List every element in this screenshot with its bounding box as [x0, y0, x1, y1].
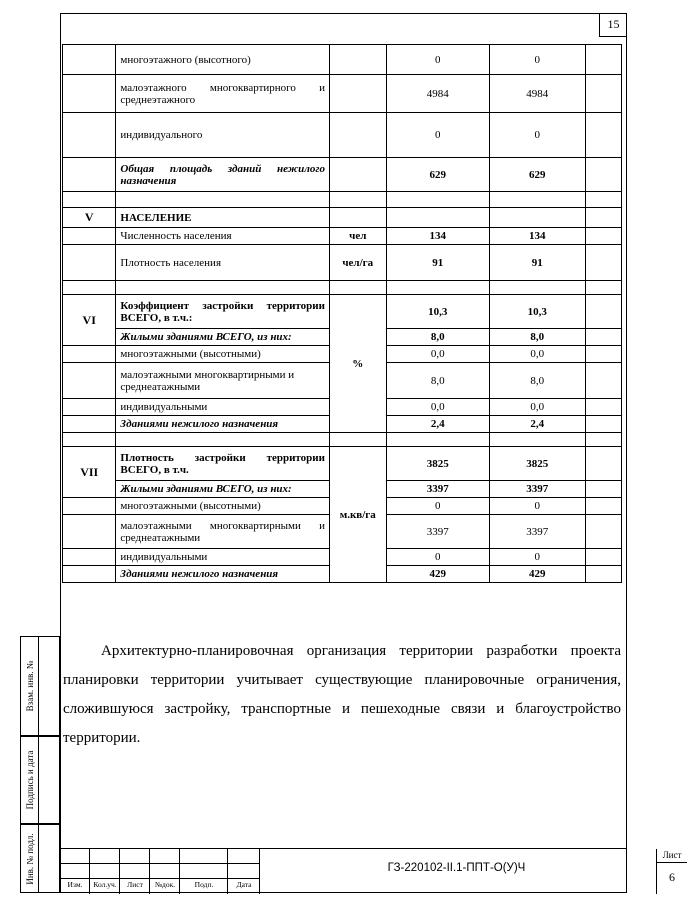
- spacer-row: [63, 281, 622, 295]
- row-value-2: 0,0: [489, 346, 585, 363]
- row-value-2: 629: [489, 158, 585, 192]
- document-code: ГЗ-220102-II.1-ППТ-О(У)Ч: [387, 862, 526, 874]
- row-label: Плотность населения: [116, 245, 330, 281]
- section-row: [63, 208, 622, 228]
- row-label: Зданиями нежилого назначения: [116, 566, 330, 583]
- side-label-inv: Инв. № подл.: [24, 832, 35, 885]
- row-label: многоэтажными (высотными): [116, 346, 330, 363]
- row-number: [63, 498, 116, 515]
- row-number: [63, 113, 116, 158]
- row-value-2: 8,0: [489, 329, 585, 346]
- row-number: [63, 416, 116, 433]
- stamp-col-kol: Кол.уч.: [93, 880, 117, 889]
- table-row: [63, 228, 622, 245]
- row-value-2: 0: [489, 498, 585, 515]
- row-empty: [585, 481, 621, 498]
- row-value-2: 91: [489, 245, 585, 281]
- sheet-box: [656, 849, 687, 894]
- table-row: [63, 113, 622, 158]
- row-unit: [329, 113, 386, 158]
- row-empty: [585, 113, 621, 158]
- row-value-1: 4984: [386, 75, 489, 113]
- row-label: малоэтажного многоквартирного и среднеэтажного: [116, 75, 330, 113]
- row-value-1: 0: [386, 549, 489, 566]
- row-empty: [585, 515, 621, 549]
- row-value-2: 134: [489, 228, 585, 245]
- row-value-1: 429: [386, 566, 489, 583]
- row-unit: чел: [329, 228, 386, 245]
- row-value-2: 2,4: [489, 416, 585, 433]
- row-value-1: 629: [386, 158, 489, 192]
- row-value-1: 91: [386, 245, 489, 281]
- section-row: [63, 295, 622, 329]
- stamp-col-podp: Подп.: [194, 880, 214, 889]
- row-number: [63, 363, 116, 399]
- row-value-1: 0: [386, 45, 489, 75]
- top-page-number: 15: [599, 13, 627, 37]
- spacer-row: [63, 192, 622, 208]
- side-label-vzam: Взам. инв. №: [24, 660, 35, 712]
- row-number: [63, 399, 116, 416]
- row-number: [63, 346, 116, 363]
- row-unit: [329, 45, 386, 75]
- stamp-col-data: Дата: [236, 880, 252, 889]
- row-number: [63, 549, 116, 566]
- row-label: Зданиями нежилого назначения: [116, 416, 330, 433]
- row-value-2: 0: [489, 549, 585, 566]
- stamp-col-list: Лист: [127, 880, 143, 889]
- body-paragraph: Архитектурно-планировочная организация территории разработки проекта планировки территории учитывает существующие планировочные ограничения, сложившуюся застройку, транспортные и пешеходные связи и благоустройство территории.: [63, 643, 621, 746]
- row-value-1: 2,4: [386, 416, 489, 433]
- row-label: многоэтажного (высотного): [116, 45, 330, 75]
- row-label: индивидуального: [116, 113, 330, 158]
- row-label: Общая площадь зданий нежилого назначения: [116, 158, 330, 192]
- row-empty: [585, 363, 621, 399]
- row-value-2: 4984: [489, 75, 585, 113]
- row-value-2: 3397: [489, 481, 585, 498]
- indicators-table: [62, 44, 622, 583]
- row-value-1: 134: [386, 228, 489, 245]
- section-unit: %: [329, 295, 386, 433]
- row-value-1: 3825: [386, 447, 489, 481]
- row-value-1: 8,0: [386, 329, 489, 346]
- row-label: многоэтажными (высотными): [116, 498, 330, 515]
- section-number: VI: [63, 295, 116, 346]
- section-title: Коэффициент застройки территории ВСЕГО, в т.ч.:: [116, 295, 330, 329]
- row-value-2: 0: [489, 113, 585, 158]
- side-box-inv: [20, 824, 60, 893]
- row-number: [63, 158, 116, 192]
- row-label: Жилыми зданиями ВСЕГО, из них:: [116, 329, 330, 346]
- row-empty: [585, 45, 621, 75]
- row-value-1: 0,0: [386, 399, 489, 416]
- row-value-1: 3397: [386, 515, 489, 549]
- stamp-col-izm: Изм.: [67, 880, 83, 889]
- side-label-podpis: Подпись и дата: [24, 750, 35, 810]
- row-empty: [585, 295, 621, 329]
- row-value-1: [386, 208, 489, 228]
- section-number: VII: [63, 447, 116, 498]
- row-value-1: 3397: [386, 481, 489, 498]
- row-number: [63, 566, 116, 583]
- row-empty: [585, 566, 621, 583]
- row-value-2: 3397: [489, 515, 585, 549]
- row-value-1: 0: [386, 113, 489, 158]
- row-unit: [329, 158, 386, 192]
- row-empty: [585, 208, 621, 228]
- side-box-vzam: [20, 636, 60, 736]
- section-number: V: [63, 208, 116, 228]
- row-unit: [329, 208, 386, 228]
- section-unit: м.кв/га: [329, 447, 386, 583]
- row-number: [63, 245, 116, 281]
- stamp-col-ndok: №док.: [154, 880, 176, 889]
- section-title: НАСЕЛЕНИЕ: [116, 208, 330, 228]
- row-empty: [585, 498, 621, 515]
- section-title: Плотность застройки территории ВСЕГО, в т.ч.: [116, 447, 330, 481]
- table-row: [63, 75, 622, 113]
- row-value-1: 0,0: [386, 346, 489, 363]
- row-number: [63, 228, 116, 245]
- row-unit: [329, 75, 386, 113]
- row-value-1: 10,3: [386, 295, 489, 329]
- row-number: [63, 75, 116, 113]
- row-empty: [585, 245, 621, 281]
- row-empty: [585, 447, 621, 481]
- row-value-1: 0: [386, 498, 489, 515]
- sheet-number: 6: [669, 870, 675, 884]
- row-empty: [585, 75, 621, 113]
- row-value-2: 0: [489, 45, 585, 75]
- row-value-1: 8,0: [386, 363, 489, 399]
- title-block: [60, 848, 682, 894]
- row-value-2: 10,3: [489, 295, 585, 329]
- row-label: Численность населения: [116, 228, 330, 245]
- table-row: [63, 245, 622, 281]
- spacer-row: [63, 433, 622, 447]
- row-number: [63, 45, 116, 75]
- row-value-2: 429: [489, 566, 585, 583]
- row-value-2: [489, 208, 585, 228]
- section-row: [63, 447, 622, 481]
- row-unit: чел/га: [329, 245, 386, 281]
- row-label: Жилыми зданиями ВСЕГО, из них:: [116, 481, 330, 498]
- row-value-2: 0,0: [489, 399, 585, 416]
- side-box-podpis: [20, 736, 60, 824]
- row-empty: [585, 416, 621, 433]
- row-empty: [585, 346, 621, 363]
- row-number: [63, 515, 116, 549]
- table-row: [63, 158, 622, 192]
- row-empty: [585, 549, 621, 566]
- row-value-2: 8,0: [489, 363, 585, 399]
- row-label: индивидуальными: [116, 399, 330, 416]
- row-empty: [585, 329, 621, 346]
- row-value-2: 3825: [489, 447, 585, 481]
- row-label: индивидуальными: [116, 549, 330, 566]
- table-row: [63, 45, 622, 75]
- row-empty: [585, 399, 621, 416]
- sheet-label: Лист: [657, 849, 687, 863]
- row-empty: [585, 158, 621, 192]
- row-empty: [585, 228, 621, 245]
- row-label: малоэтажными многоквартирными и среднеатажными: [116, 515, 330, 549]
- row-label: малоэтажными многоквартирными и среднеатажными: [116, 363, 330, 399]
